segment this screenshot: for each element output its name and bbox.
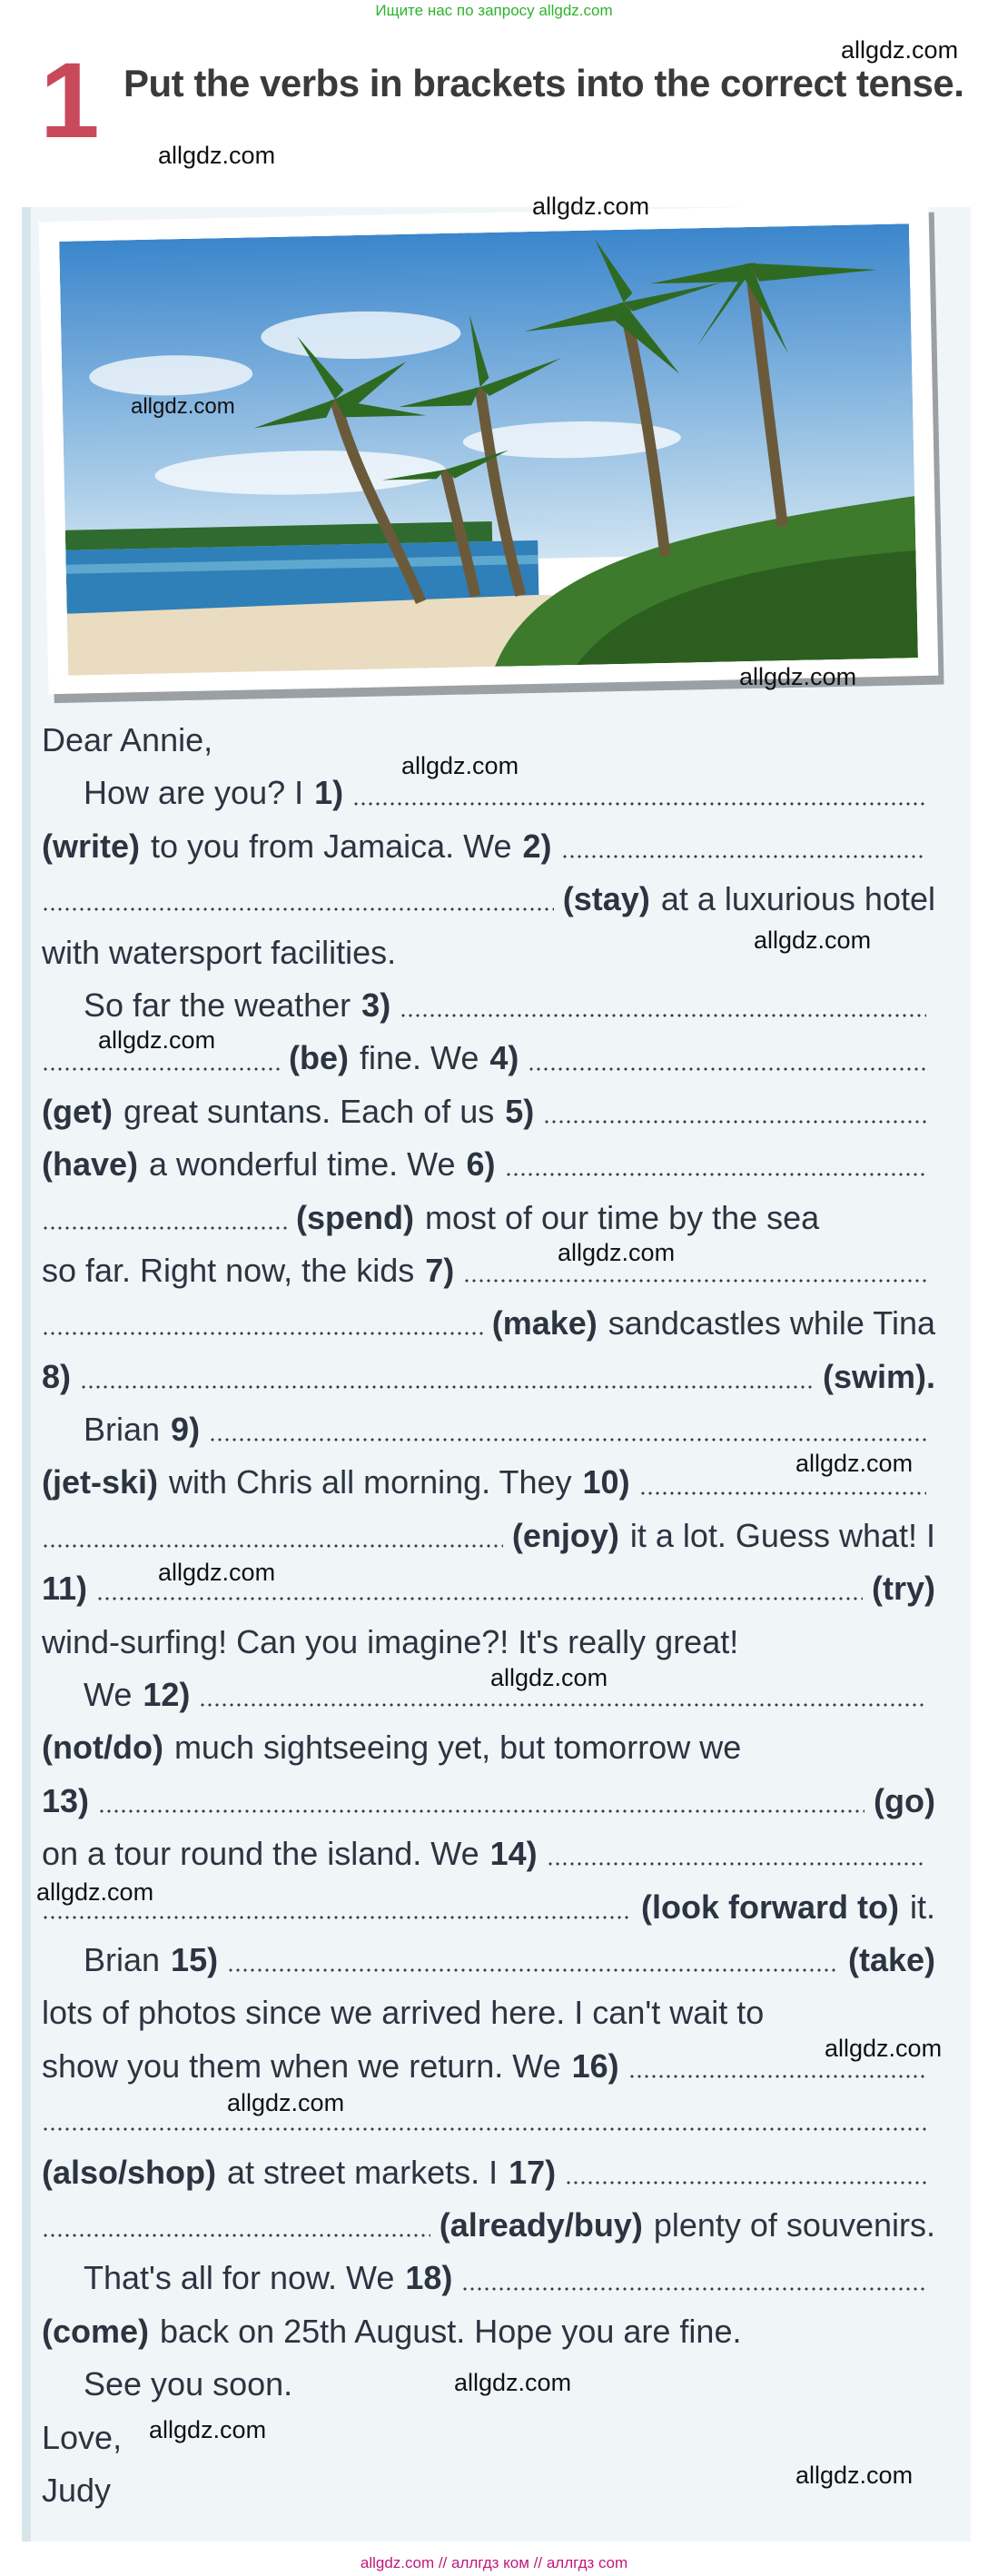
answer-blank[interactable] <box>227 1967 839 1973</box>
beach-illustration <box>59 223 918 675</box>
text: it. <box>909 1887 935 1926</box>
letter-line <box>42 1881 935 1934</box>
exercise-title: Put the verbs in brackets into the correct tense. <box>124 62 964 104</box>
text: We <box>84 1676 133 1714</box>
text: great suntans. Each of us <box>123 1092 495 1130</box>
answer-blank[interactable] <box>463 1278 926 1283</box>
letter-line <box>42 1510 935 1562</box>
letter-line <box>42 873 935 926</box>
letter-line <box>42 1192 935 1244</box>
text: Brian <box>84 1940 161 1978</box>
gap-number: 17) <box>509 2153 557 2191</box>
verb-hint: (swim). <box>822 1357 935 1395</box>
signature: Judy <box>42 2471 112 2509</box>
verb-hint: (jet-ski) <box>42 1463 159 1501</box>
answer-blank[interactable] <box>561 854 927 859</box>
text: show you them when we return. We <box>42 2046 561 2085</box>
sign-off: See you soon. <box>84 2365 293 2403</box>
verb-hint: (try) <box>872 1570 935 1608</box>
letter-line <box>42 714 935 767</box>
answer-blank[interactable] <box>42 1225 287 1231</box>
gap-number: 7) <box>425 1251 455 1289</box>
gap-number: 12) <box>143 1676 191 1714</box>
watermark: allgdz.com <box>98 1026 216 1054</box>
text: fine. We <box>360 1039 479 1077</box>
letter-line <box>42 2305 935 2358</box>
answer-blank[interactable] <box>42 907 554 912</box>
answer-blank[interactable] <box>639 1491 926 1496</box>
letter-line <box>42 1138 935 1191</box>
gap-number: 18) <box>405 2259 453 2297</box>
answer-blank[interactable] <box>42 1543 503 1549</box>
text: at street markets. I <box>227 2153 499 2191</box>
gap-number: 6) <box>466 1145 496 1184</box>
text: How are you? I <box>84 774 304 812</box>
text: so far. Right now, the kids <box>42 1251 415 1289</box>
letter-line <box>42 2464 935 2517</box>
answer-blank[interactable] <box>80 1384 814 1390</box>
letter-line <box>42 2146 935 2199</box>
verb-hint: (look forward to) <box>641 1887 899 1926</box>
letter-line <box>42 2093 935 2145</box>
letter-line <box>42 1456 935 1509</box>
verb-hint: (also/shop) <box>42 2153 217 2191</box>
letter-body <box>42 714 935 2517</box>
watermark: allgdz.com <box>158 142 276 169</box>
bottom-footer[interactable]: allgdz.com // аллгдз ком // аллгдз com <box>360 2554 628 2571</box>
photo-frame <box>39 203 939 694</box>
answer-blank[interactable] <box>543 1119 926 1125</box>
text: at a luxurious hotel <box>660 880 935 918</box>
text: with watersport facilities. <box>42 933 397 971</box>
letter-line <box>42 926 935 979</box>
gap-number: 10) <box>582 1463 630 1501</box>
watermark: allgdz.com <box>558 1239 676 1266</box>
exercise-number: 1 <box>40 41 100 161</box>
letter-line <box>42 1351 935 1403</box>
letter-line <box>42 2358 935 2411</box>
answer-blank[interactable] <box>42 1331 483 1336</box>
text: sandcastles while Tina <box>608 1304 935 1342</box>
verb-hint: (enjoy) <box>511 1516 619 1554</box>
letter-line <box>42 1775 935 1828</box>
letter-line <box>42 1669 935 1721</box>
watermark: allgdz.com <box>841 36 959 64</box>
letter-line <box>42 1085 935 1138</box>
answer-blank[interactable] <box>528 1066 926 1072</box>
beach-photo <box>59 223 918 675</box>
closing: Love, <box>42 2418 123 2456</box>
watermark: allgdz.com <box>227 2089 345 2116</box>
gap-number: 14) <box>489 1835 538 1873</box>
gap-number: 3) <box>361 986 391 1024</box>
watermark: allgdz.com <box>158 1559 276 1586</box>
greeting: Dear Annie, <box>42 721 213 758</box>
text: on a tour round the island. We <box>42 1835 479 1873</box>
verb-hint: (come) <box>42 2312 150 2350</box>
letter-line <box>42 1828 935 1880</box>
gap-number: 11) <box>42 1570 88 1608</box>
gap-number: 9) <box>171 1411 201 1449</box>
verb-hint: (not/do) <box>42 1729 163 1767</box>
text: much sightseeing yet, but tomorrow we <box>173 1729 742 1767</box>
verb-hint: (stay) <box>562 880 650 918</box>
watermark: allgdz.com <box>532 193 650 220</box>
verb-hint: (take) <box>847 1940 935 1978</box>
letter-line <box>42 1616 935 1669</box>
text: So far the weather <box>84 986 351 1024</box>
watermark: allgdz.com <box>490 1664 608 1691</box>
letter-line <box>42 1297 935 1350</box>
watermark: allgdz.com <box>739 663 857 690</box>
answer-blank[interactable] <box>461 2286 926 2292</box>
verb-hint: (already/buy) <box>439 2205 643 2244</box>
letter-line <box>42 1244 935 1297</box>
gap-number: 1) <box>314 774 344 812</box>
gap-number: 4) <box>489 1039 519 1077</box>
letter-line <box>42 1032 935 1085</box>
answer-blank[interactable] <box>209 1437 926 1442</box>
watermark: allgdz.com <box>401 752 519 779</box>
text: That's all for now. We <box>84 2259 395 2297</box>
text: plenty of souvenirs. <box>653 2205 935 2244</box>
text: a wonderful time. We <box>149 1145 456 1184</box>
answer-blank[interactable] <box>547 1861 926 1867</box>
letter-line <box>42 2199 935 2252</box>
watermark: allgdz.com <box>131 394 235 419</box>
watermark: allgdz.com <box>754 926 872 954</box>
gap-number: 13) <box>42 1781 90 1819</box>
text: Brian <box>84 1411 161 1449</box>
answer-blank[interactable] <box>199 1702 926 1708</box>
answer-blank[interactable] <box>505 1172 926 1177</box>
answer-blank[interactable] <box>42 2126 926 2132</box>
answer-blank[interactable] <box>352 801 926 807</box>
text: back on 25th August. Hope you are fine. <box>160 2312 742 2350</box>
text: lots of photos since we arrived here. I can't wait to <box>42 1994 765 2032</box>
watermark: allgdz.com <box>795 2462 914 2489</box>
text: wind-surfing! Can you imagine?! It's really great! <box>42 1622 739 1660</box>
watermark: allgdz.com <box>825 2035 943 2062</box>
verb-hint: (write) <box>42 827 140 865</box>
gap-number: 16) <box>571 2046 619 2085</box>
text: most of our time by the sea <box>425 1198 820 1236</box>
letter-line <box>42 1721 935 1774</box>
letter-line <box>42 1403 935 1456</box>
verb-hint: (be) <box>289 1039 349 1077</box>
letter-line <box>42 1986 935 2039</box>
answer-blank[interactable] <box>96 1596 863 1601</box>
answer-blank[interactable] <box>42 1066 280 1072</box>
verb-hint: (spend) <box>296 1198 414 1236</box>
watermark: allgdz.com <box>149 2416 267 2443</box>
letter-line <box>42 2040 935 2093</box>
text: it a lot. Guess what! I <box>629 1516 935 1554</box>
text: with Chris all morning. They <box>169 1463 572 1501</box>
watermark: allgdz.com <box>795 1450 914 1477</box>
answer-blank[interactable] <box>628 2074 926 2079</box>
letter-line <box>42 979 935 1032</box>
gap-number: 8) <box>42 1357 72 1395</box>
letter-line <box>42 767 935 819</box>
letter-line <box>42 1934 935 1986</box>
verb-hint: (have) <box>42 1145 139 1184</box>
watermark: allgdz.com <box>36 1878 154 1906</box>
verb-hint: (get) <box>42 1092 113 1130</box>
top-banner[interactable]: Ищите нас по запросу allgdz.com <box>375 2 613 19</box>
letter-line <box>42 1562 935 1615</box>
verb-hint: (go) <box>874 1781 935 1819</box>
answer-blank[interactable] <box>42 2233 430 2238</box>
gap-number: 2) <box>522 827 552 865</box>
gap-number: 5) <box>505 1092 535 1130</box>
verb-hint: (make) <box>491 1304 598 1342</box>
answer-blank[interactable] <box>400 1013 926 1018</box>
letter-line <box>42 820 935 873</box>
answer-blank[interactable] <box>42 1915 632 1920</box>
gap-number: 15) <box>171 1940 219 1978</box>
answer-blank[interactable] <box>98 1808 864 1814</box>
watermark: allgdz.com <box>454 2369 572 2396</box>
letter-line <box>42 2252 935 2304</box>
letter-line <box>42 2412 935 2464</box>
answer-blank[interactable] <box>565 2180 926 2185</box>
text: to you from Jamaica. We <box>151 827 512 865</box>
